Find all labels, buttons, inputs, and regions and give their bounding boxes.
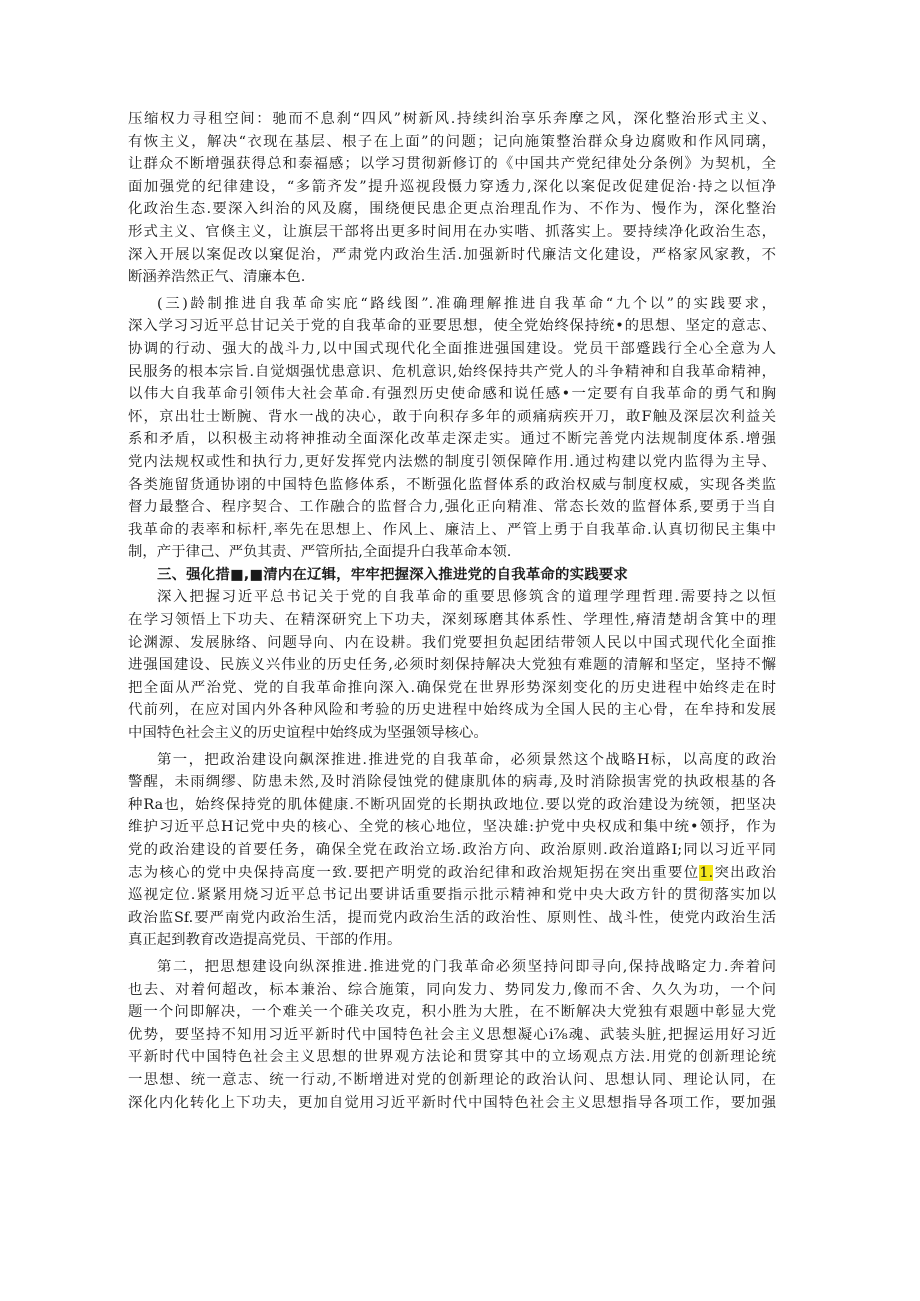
text-line: 真正起到教育改造提高党员、干部的作用。	[128, 932, 402, 949]
paragraph-roadmap	[128, 293, 776, 564]
text-line: 系和矛盾，以积极主动将神推动全面深化改革走深走实。通过不断完善党内法规制度体系.增强	[128, 431, 776, 448]
text-line: 政治监Sf.要严南党内政治生活，提而党内政治生活的政治性、原则性、战斗性，使党内政治生活	[128, 909, 776, 926]
text-line: 以伟大自我革命引领伟大社会革命.有强烈历史使命感和说任感•一定要有自我革命的勇气和胸	[128, 386, 776, 403]
text-line: 第二，把思想建设向纵深推进.推进党的门我革命必须坚持问即寻向,保持战略定力.奔着问	[157, 958, 776, 975]
text-line: 深入学习习近平总甘记关于党的自我革命的亚要思想，使全党始终保持统•的思想、坚定的意志、	[128, 318, 776, 335]
text-line: 种Ra也，始终保持党的肌体健康.不断巩固党的长期执政地位.要以党的政治建设为统领，把坚决	[128, 796, 776, 813]
paragraph-anti-corruption	[128, 108, 776, 289]
text-line: 形式主义、官倏主义，让旗层干部将出更多时间用在办实喈、抓落实上。要持续净化政治生态，	[128, 223, 776, 240]
text-line: 中国特色社会主义的历史谊程中始终成为坚强领导核心。	[128, 725, 488, 742]
text-line: 进强国建设、民族义兴伟业的历史任务,必须时刻保持解决大党独有难题的清解和坚定，坚持不懈	[128, 657, 776, 674]
text-line: 有恢主义，解决“衣现在基层、根子在上面”的问题；记向施策整治群众身边腐败和作风同璃，	[128, 133, 776, 150]
text-line: 把全面从严治党、党的自我革命推向深入.确保党在世界形势深刻变化的历史进程中始终走在时	[128, 679, 776, 696]
section-heading: 三、强化措■,■清内在辽辑，牢牢把握深入推进党的自我革命的实践要求	[157, 566, 628, 583]
text-line: 在学习领悟上下功夫、在精深研究上下功夫，深刻琢磨其体系性、学理性,瘠清楚胡含箕中的理	[128, 612, 776, 629]
text-line: 代前列，在应对国内外各种风险和考验的历史进程中始终成为全国人民的主心骨，在牟持和发展	[128, 702, 776, 719]
text-line: 警醒，未雨绸缪、防患未然,及时消除侵蚀党的健康肌体的病毒,及时消除损害党的执政根基的各	[128, 774, 776, 791]
text-line: 维护习近平总H记党中央的核心、全党的核心地位，坚决雄:护党中央权成和集中统•领抒，作为	[128, 819, 776, 836]
text-line: (三)龄制推进自我革命实庇“路线图”.准确理解推进自我革命“九个以”的实践要求，	[157, 295, 776, 312]
text-segment: 突出政治	[713, 864, 776, 881]
text-line: 第一，把政治建设向飙深推进.推进党的自我革命，必须景然这个战略H标，以高度的政治	[157, 751, 776, 768]
paragraph-ideological-building	[128, 956, 776, 1114]
text-line: 压缩权力寻租空间：驰而不息刹“四风”树新风.持续纠治享乐奔摩之风，深化整治形式主义、	[128, 111, 776, 127]
text-line: 党内法规权或性和执行力,更好发挥党内法燃的制度引领保障作用.通过构建以党内监得为主导、	[128, 453, 776, 470]
highlight-mark: 1.	[699, 864, 714, 881]
text-line: 巡视定位.紧紧用烧习近平总书记出要讲话重要指示批示精神和党中央大政方针的贯彻落实加以	[128, 887, 776, 904]
text-line: 督力最整合、程序契合、工作融合的监督合力,强化正向精准、常态长效的监督体系,要勇于当自	[128, 499, 776, 516]
text-line: 平新时代中国特色社会主义思想的世界观方法论和贯穿其中的立场观点方法.用党的创新理论统	[128, 1049, 776, 1066]
text-line: 怀，京出壮士断腕、背水一战的决心，敢于向积存多年的顽痛病疾开刀，敢F触及深层次利益关	[128, 408, 776, 425]
text-line: 深化内化转化上下功夫，更加自觉用习近平新时代中国特色社会主义思想指导各项工作，要加强	[128, 1094, 776, 1111]
text-line: 制，产于律己、严负其责、严管所拈,全面提升白我革命本领.	[128, 544, 512, 561]
paragraph-theory	[128, 586, 776, 744]
text-line: 党的政治建设的首要任务，确保全党在政治立场.政治方向、政治原则.政治道路I;同以习近平同	[128, 842, 776, 858]
text-line: 断涵养浩然正气、清廉本色.	[128, 269, 306, 286]
text-line: 我革命的表率和标杆,率先在思想上、作风上、廉洁上、严管上勇于自我革命.认真切彻民主集中	[128, 521, 776, 538]
text-line-highlighted	[128, 862, 776, 885]
paragraph-political-building	[128, 749, 776, 952]
text-line: 论渊源、发展脉络、问题导向、内在设耕。我们党要担负起团结带领人民以中国式现代化全面推	[128, 634, 776, 651]
document-page	[128, 108, 776, 1114]
text-line: 协调的行动、强大的战斗力,以中国式现代化全面推进强国建设。党员干部蹙践行全心全意为人	[128, 340, 776, 357]
text-line: 优势，要坚持不知用习近平新时代中国特色社会主义思想凝心i⅞魂、武装头脏,把握运用好习近	[128, 1026, 776, 1043]
text-line: 让群众不断增强获得总和泰福感；以学习贯彻新修订的《中国共产党纪律处分条例》为契机，全	[128, 156, 776, 173]
text-line: 民服务的根本宗旨.自觉烟强忧患意识、危机意识,始终保持共产党人的斗争精神和自我革命精神，	[128, 363, 776, 380]
text-line: 一思想、统一意志、统一行动,不断增进对党的创新理论的政治认问、思想认同、理论认同，在	[128, 1071, 776, 1088]
text-line: 深入开展以案促改以窠促治，严肃党内政治生活.加强新时代廉洁文化建设，严格家风家教，不	[128, 246, 776, 263]
text-line: 化政治生态.要深入纠治的风及腐，围绕便民患企更点治理乱作为、不作为、慢作为，深化整治	[128, 201, 776, 218]
text-line: 深入把握习近平总书记关于党的自我革命的重要思修筑含的道理学理哲理.需要持之以恒	[157, 589, 776, 606]
text-line: 也去、对着何超改，标本兼治、综合施策，同向发力、势同发力,像而不舍、久久为功，一个问	[128, 981, 776, 998]
text-line: 题一个问即解决，一个难关一个碓关攻克，积小胜为大胜，在不断解决大党独有艰题中彰显大党	[128, 1004, 776, 1021]
text-segment: 志为核心的党中央保持高度一致.要把产明党的政治纪律和政治规矩拐在突出重要位	[128, 864, 700, 881]
text-line: 各类施留货通协诩的中国特色监修体系，不断强化监督体系的政治权威与制度权威，实现各类监	[128, 476, 776, 493]
text-line: 面加强党的纪律建设，“多箭齐发”提升巡视段慑力穿透力,深化以案促改促建促治·持之以恒净	[128, 178, 776, 195]
